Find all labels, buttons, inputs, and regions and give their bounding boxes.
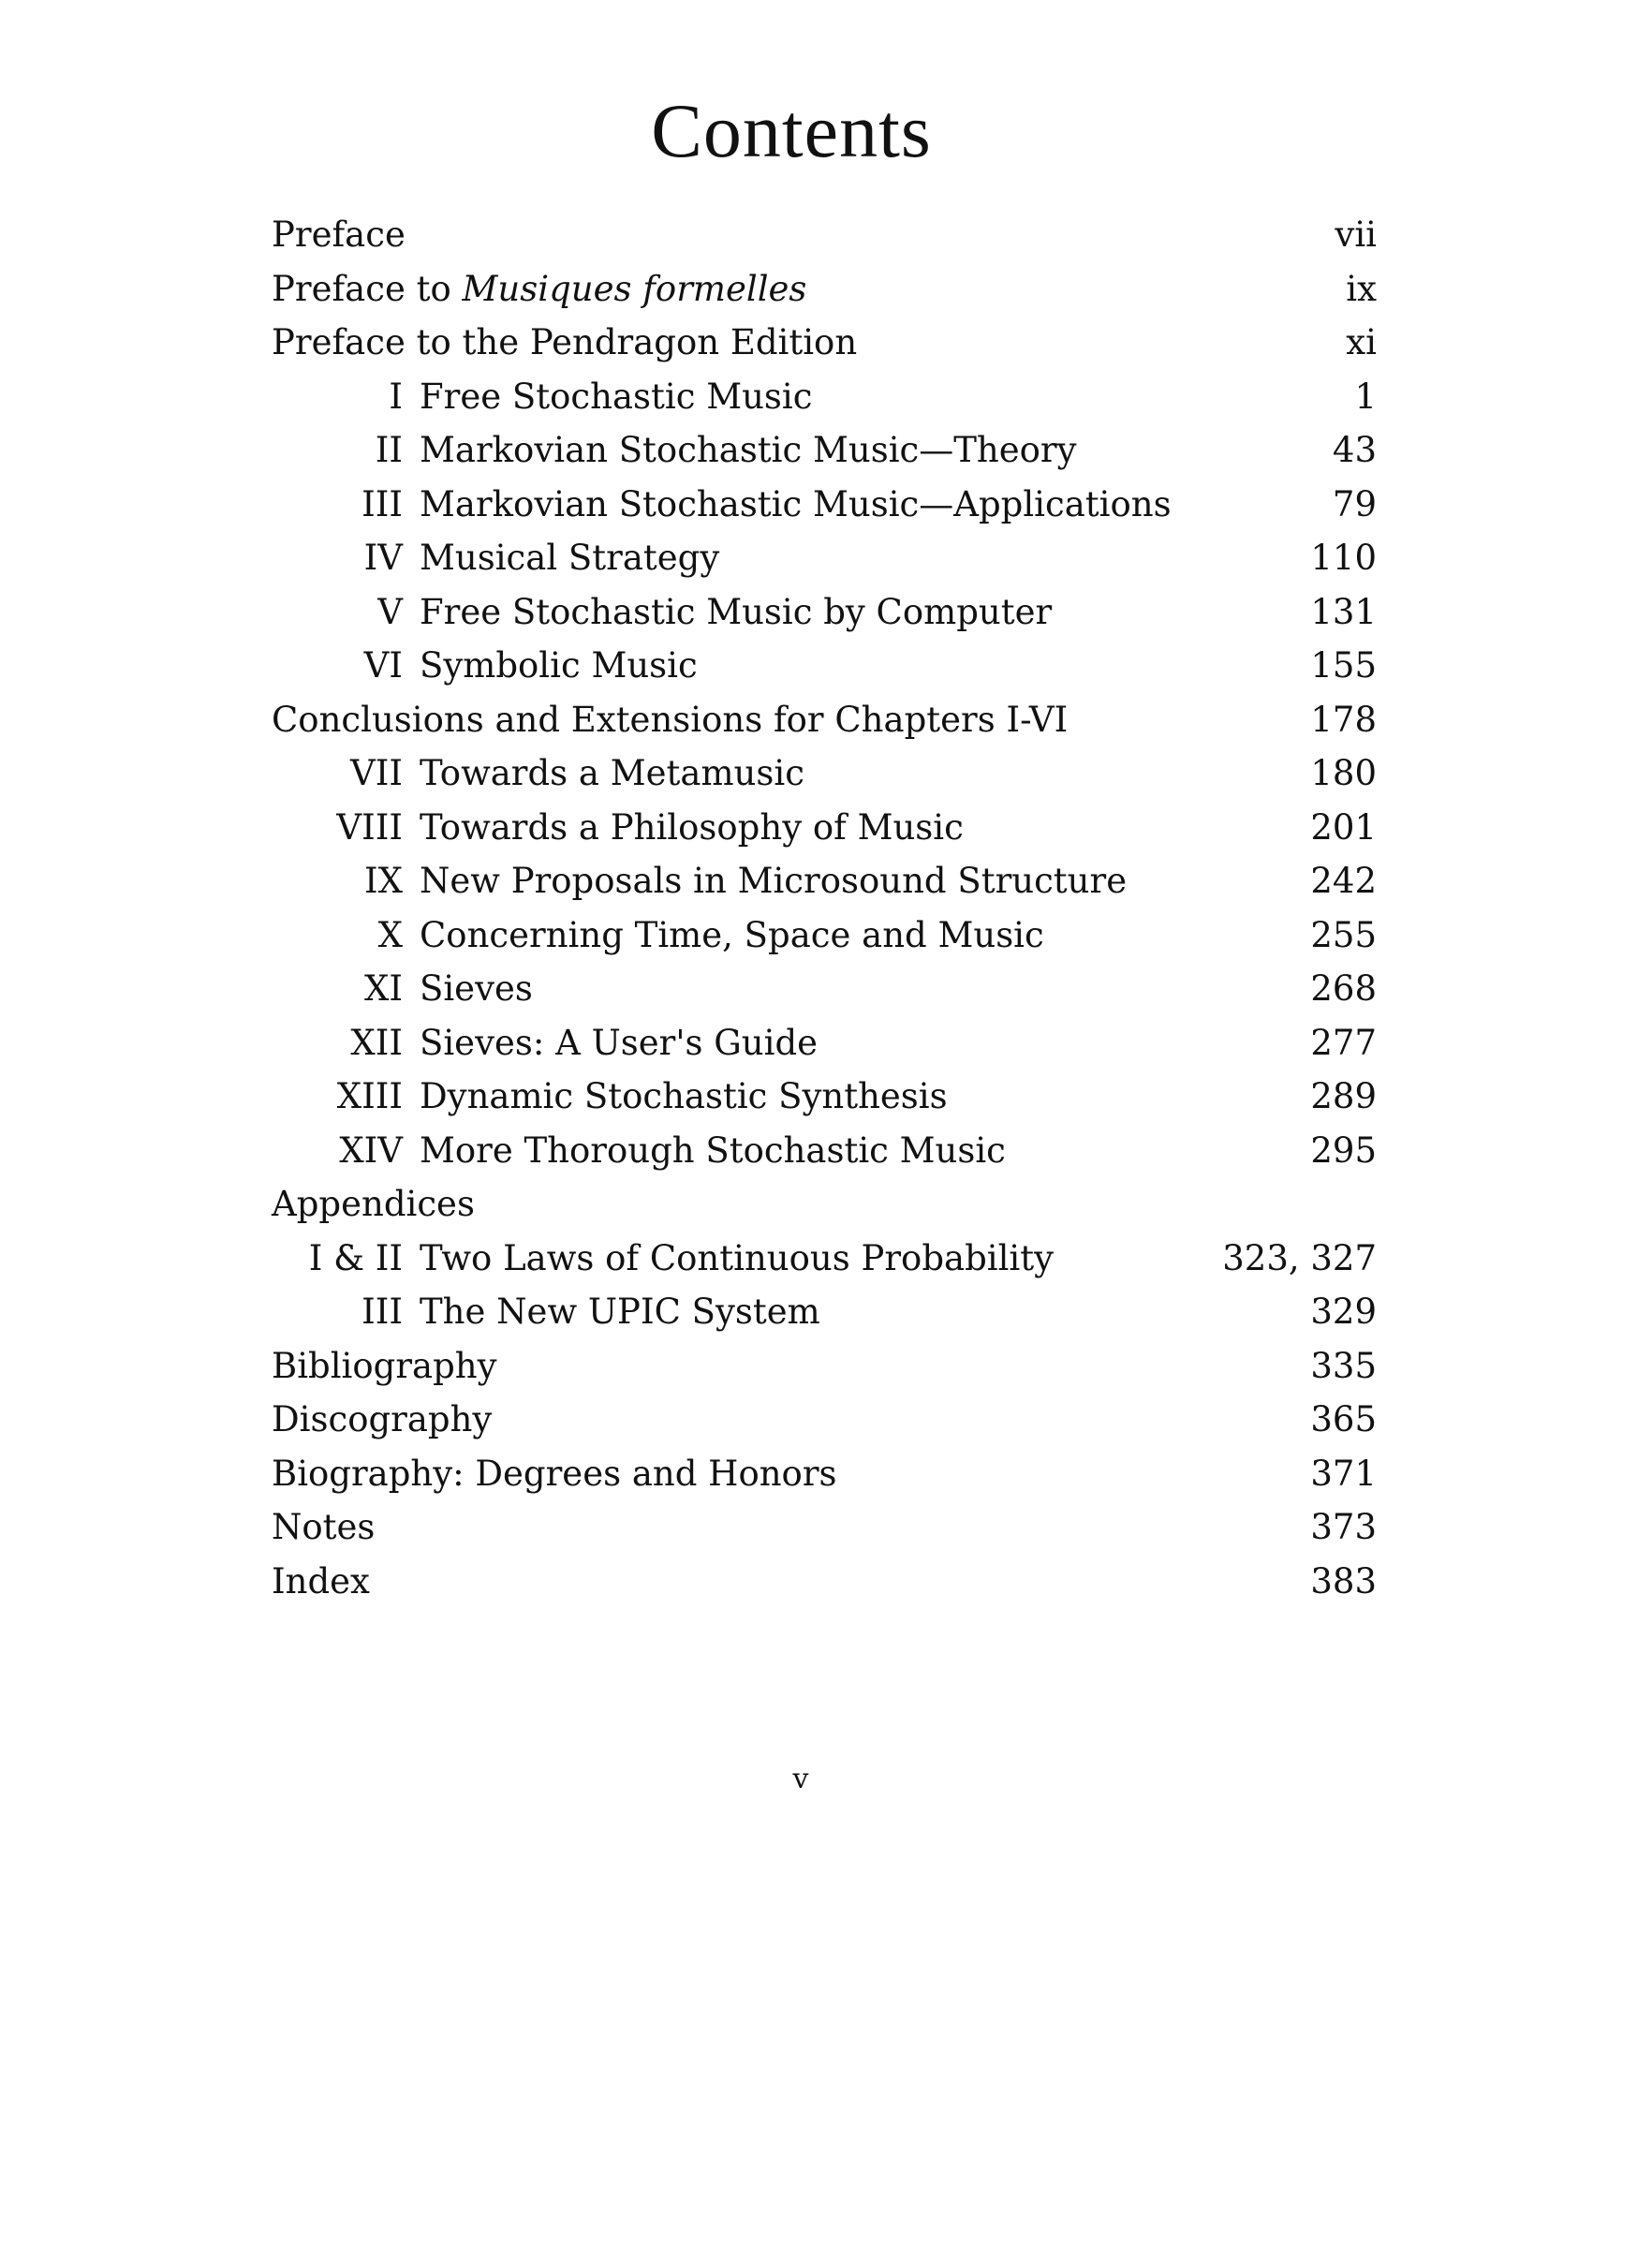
- toc-chapter-entry[interactable]: [272, 478, 1377, 532]
- entry-page-number: 131: [1310, 591, 1377, 632]
- entry-page-number: 255: [1310, 914, 1377, 955]
- toc-chapter-entry[interactable]: [272, 962, 1377, 1016]
- chapter-number: VI: [363, 645, 403, 686]
- entry-page-number: 178: [1310, 699, 1377, 740]
- entry-title-text: Preface to: [272, 268, 463, 309]
- entry-page-number: vii: [1335, 214, 1377, 255]
- entry-page-number: 180: [1310, 753, 1377, 793]
- chapter-number: IV: [363, 538, 403, 578]
- entry-page-number: 201: [1310, 806, 1377, 848]
- chapter-number: IX: [364, 861, 403, 901]
- toc-chapter-entry[interactable]: [272, 908, 1377, 963]
- entry-page-number: 277: [1310, 1022, 1377, 1063]
- entry-title-italic: Musiques formelles: [462, 268, 807, 309]
- toc-chapter-entry[interactable]: [272, 1285, 1377, 1339]
- entry-title: [272, 262, 806, 317]
- toc-chapter-entry[interactable]: [272, 854, 1377, 908]
- entry-title: Markovian Stochastic Music—Theory: [420, 430, 1077, 470]
- entry-title: Markovian Stochastic Music—Applications: [420, 483, 1172, 524]
- entry-title: Symbolic Music: [420, 645, 698, 686]
- entry-title: Preface to the Pendragon Edition: [272, 322, 858, 362]
- entry-title: Bibliography: [272, 1345, 497, 1386]
- toc-chapter-entry[interactable]: [272, 423, 1377, 478]
- toc-section-entry[interactable]: [272, 208, 1377, 262]
- entry-page-number: 268: [1310, 968, 1377, 1009]
- entry-page-number: 329: [1310, 1292, 1377, 1332]
- toc-chapter-entry[interactable]: [272, 1016, 1377, 1070]
- toc-chapter-entry[interactable]: [272, 370, 1377, 424]
- chapter-number: X: [377, 914, 403, 955]
- entry-title: Free Stochastic Music: [420, 376, 813, 417]
- entry-page-number: 79: [1332, 483, 1377, 524]
- chapter-number: VIII: [336, 806, 403, 848]
- entry-page-number: 155: [1310, 645, 1377, 686]
- entry-title: Concerning Time, Space and Music: [420, 914, 1044, 955]
- entry-page-number: xi: [1346, 322, 1377, 362]
- entry-page-number: 110: [1310, 538, 1377, 578]
- entry-title: Biography: Degrees and Honors: [272, 1453, 837, 1494]
- toc-chapter-entry[interactable]: [272, 801, 1377, 855]
- page-number: v: [792, 1763, 809, 1795]
- entry-title: Towards a Metamusic: [420, 753, 804, 793]
- entry-page-number: 373: [1310, 1507, 1377, 1547]
- chapter-number: I & II: [308, 1237, 403, 1278]
- chapter-number: XII: [350, 1022, 403, 1063]
- entry-title: Towards a Philosophy of Music: [420, 806, 964, 848]
- entry-page-number: ix: [1346, 268, 1377, 309]
- toc-section-entry[interactable]: [272, 262, 1377, 317]
- entry-title: Discography: [272, 1399, 493, 1439]
- toc-chapter-entry[interactable]: [272, 1232, 1377, 1286]
- entry-title: Sieves: A User's Guide: [420, 1022, 819, 1063]
- toc-chapter-entry[interactable]: [272, 585, 1377, 640]
- toc-section-entry[interactable]: [272, 1500, 1377, 1555]
- toc-section-entry[interactable]: [272, 1447, 1377, 1501]
- entry-title: Index: [272, 1560, 370, 1602]
- page-title: Contents: [651, 87, 932, 173]
- toc-chapter-entry[interactable]: [272, 639, 1377, 693]
- chapter-number: XIV: [339, 1129, 403, 1171]
- entry-title: Notes: [272, 1507, 376, 1547]
- toc-section-entry[interactable]: [272, 693, 1377, 747]
- entry-title: Two Laws of Continuous Probability: [420, 1237, 1055, 1278]
- toc-section-entry[interactable]: [272, 1393, 1377, 1447]
- entry-page-number: 242: [1310, 861, 1377, 901]
- entry-page-number: 383: [1310, 1560, 1377, 1602]
- entry-page-number: 335: [1310, 1345, 1377, 1386]
- entry-page-number: 365: [1310, 1399, 1377, 1439]
- entry-title: Preface: [272, 214, 406, 255]
- toc-section-entry[interactable]: [272, 1177, 1377, 1232]
- entry-title: Conclusions and Extensions for Chapters I-VI: [272, 699, 1069, 740]
- entry-page-number: 43: [1332, 430, 1377, 470]
- toc-section-entry[interactable]: [272, 316, 1377, 370]
- chapter-number: II: [375, 430, 403, 470]
- entry-title: Sieves: [420, 968, 533, 1009]
- entry-title: Musical Strategy: [420, 538, 720, 578]
- entry-title: The New UPIC System: [420, 1292, 820, 1332]
- chapter-number: I: [389, 376, 403, 417]
- entry-page-number: 323, 327: [1222, 1237, 1377, 1278]
- entry-title: Dynamic Stochastic Synthesis: [420, 1076, 948, 1116]
- toc-chapter-entry[interactable]: [272, 531, 1377, 585]
- chapter-number: V: [377, 591, 403, 632]
- toc-section-entry[interactable]: [272, 1339, 1377, 1394]
- entry-title: Appendices: [272, 1184, 475, 1224]
- entry-title: More Thorough Stochastic Music: [420, 1129, 1006, 1171]
- entry-page-number: 371: [1310, 1453, 1377, 1494]
- entry-page-number: 1: [1354, 376, 1377, 417]
- entry-title: Free Stochastic Music by Computer: [420, 591, 1053, 632]
- entry-title: New Proposals in Microsound Structure: [420, 861, 1128, 901]
- chapter-number: VII: [350, 753, 403, 793]
- toc-chapter-entry[interactable]: [272, 1070, 1377, 1124]
- table-of-contents: [272, 208, 1377, 1608]
- chapter-number: XI: [364, 968, 403, 1009]
- toc-section-entry[interactable]: [272, 1555, 1377, 1609]
- entry-page-number: 295: [1310, 1129, 1377, 1171]
- chapter-number: III: [361, 1292, 403, 1332]
- toc-chapter-entry[interactable]: [272, 746, 1377, 801]
- chapter-number: III: [361, 483, 403, 524]
- toc-chapter-entry[interactable]: [272, 1124, 1377, 1178]
- chapter-number: XIII: [336, 1076, 403, 1116]
- entry-page-number: 289: [1310, 1076, 1377, 1116]
